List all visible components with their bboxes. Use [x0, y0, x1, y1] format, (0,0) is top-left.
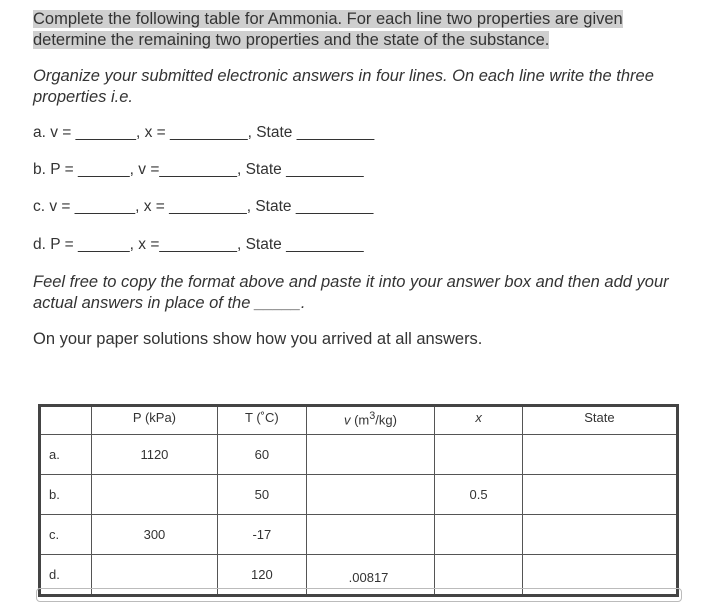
row-a-specific-volume: [306, 435, 435, 475]
intro-highlighted-text: Complete the following table for Ammonia. For each line two properties are given determine the remaining two properties and the state of the substance.: [33, 10, 623, 49]
header-temperature: T (˚C): [218, 406, 307, 435]
answer-line-b: b. P = ______, v =_________, State _________: [33, 161, 364, 178]
header-specific-volume: [306, 406, 435, 435]
table-row-b: [40, 475, 678, 515]
header-v-unit-open: (m: [350, 412, 370, 428]
answer-line-a: a. v = _______, x = _________, State _________: [33, 124, 375, 141]
header-v-symbol: v: [343, 412, 351, 428]
intro-paragraph: [33, 9, 683, 51]
row-d-specific-volume: .00817: [306, 555, 435, 596]
table-header-row: [40, 406, 678, 435]
row-b-quality: 0.5: [435, 475, 523, 515]
header-v-unit-exponent: 3: [369, 410, 376, 422]
answer-line-d: d. P = ______, x =_________, State _________: [33, 236, 364, 253]
row-c-state: [522, 515, 677, 555]
header-row-label: [40, 406, 92, 435]
row-b-label: b.: [40, 475, 92, 515]
row-a-temperature: 60: [218, 435, 307, 475]
paper-solutions-note: On your paper solutions show how you arrived at all answers.: [33, 330, 483, 348]
header-pressure: P (kPa): [91, 406, 217, 435]
instructions-paragraph: Organize your submitted electronic answers in four lines. On each line write the three properties i.e.: [33, 67, 654, 106]
row-c-specific-volume: [306, 515, 435, 555]
row-c-label: c.: [40, 515, 92, 555]
row-a-label: a.: [40, 435, 92, 475]
row-d-temperature: 120: [218, 555, 307, 596]
row-a-quality: [435, 435, 523, 475]
table-row-a: [40, 435, 678, 475]
answer-line-c: c. v = _______, x = _________, State _________: [33, 198, 374, 215]
table-row-c: [40, 515, 678, 555]
row-c-pressure: 300: [91, 515, 217, 555]
copy-format-note: Feel free to copy the format above and paste it into your answer box and then add your actual answers in place of the _____.: [33, 273, 669, 312]
row-b-temperature: 50: [218, 475, 307, 515]
answer-box-edge[interactable]: [36, 588, 682, 602]
ammonia-properties-table: [38, 404, 679, 597]
row-a-pressure: 1120: [91, 435, 217, 475]
row-d-label: d.: [40, 555, 92, 596]
row-b-specific-volume: [306, 475, 435, 515]
header-quality: [435, 406, 523, 435]
row-c-quality: [435, 515, 523, 555]
row-c-temperature: -17: [218, 515, 307, 555]
row-b-pressure: [91, 475, 217, 515]
row-a-state: [522, 435, 677, 475]
header-x-symbol: x: [475, 410, 482, 425]
row-b-state: [522, 475, 677, 515]
header-state: State: [522, 406, 677, 435]
header-v-unit-close: /kg): [375, 412, 397, 428]
